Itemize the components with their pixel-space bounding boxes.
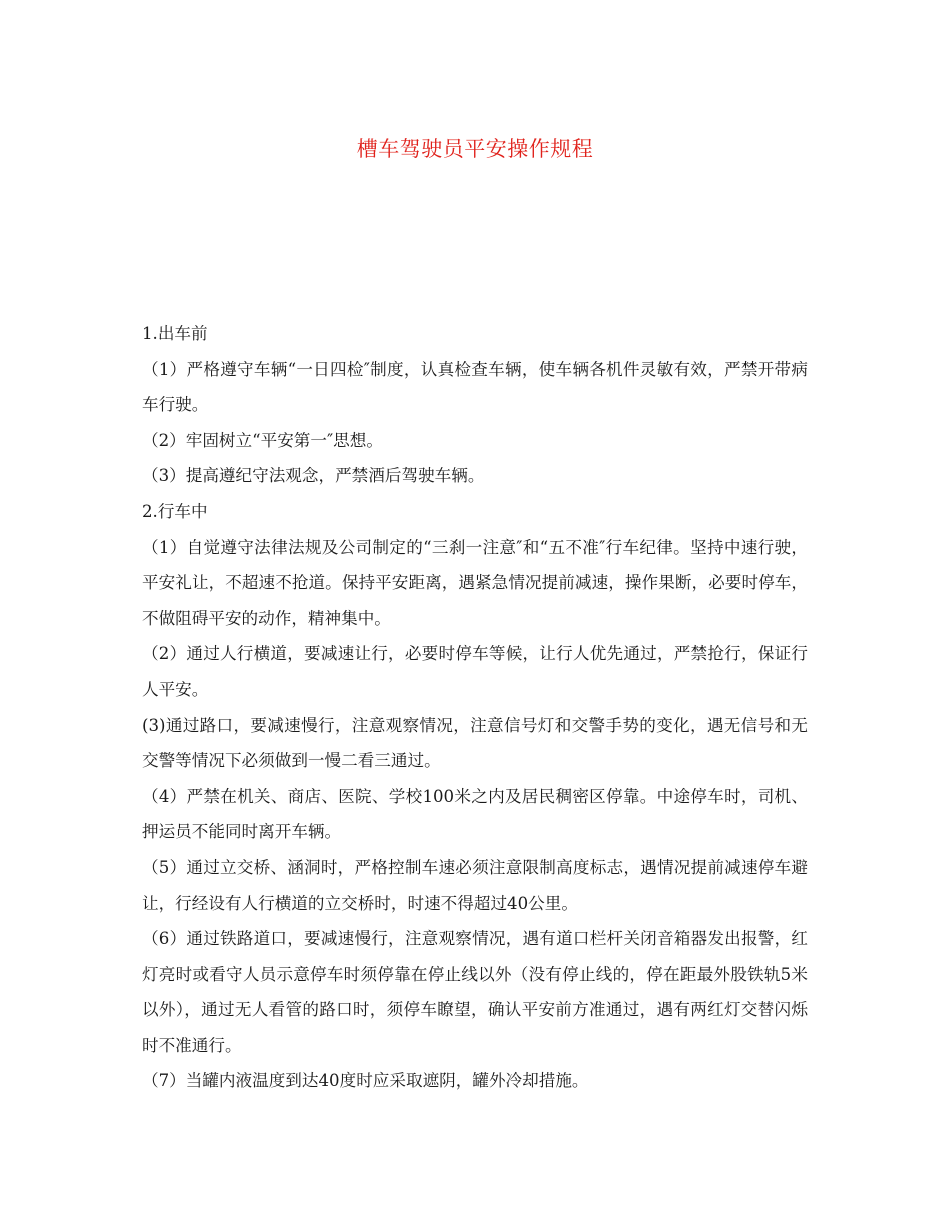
section-heading: 1.出车前 bbox=[142, 324, 208, 343]
paragraph: （2）通过人行横道，要减速让行，必要时停车等候，让行人优先通过，严禁抢行，保证行人平安。 bbox=[142, 644, 808, 699]
paragraph: （4）严禁在机关、商店、医院、学校100米之内及居民稠密区停靠。中途停车时，司机、押运员不能同时离开车辆。 bbox=[142, 786, 808, 842]
paragraph: （1）自觉遵守法律法规及公司制定的“三刹一注意″和“五不准″行车纪律。坚持中速行驶，平安礼让，不超速不抢道。保持平安距离，遇紧急情况提前减速，操作果断，必要时停车，不做阻碍平安的动作，精神集中。 bbox=[142, 537, 808, 628]
section-heading: 2.行车中 bbox=[142, 501, 208, 521]
paragraph: （7）当罐内液温度到达40度时应采取遮阴，罐外冷却措施。 bbox=[142, 1071, 589, 1091]
document-title: 槽车驾驶员平安操作规程 bbox=[356, 137, 594, 161]
paragraph: （2）牢固树立“平安第一″思想。 bbox=[142, 430, 383, 450]
paragraph: （6）通过铁路道口，要减速慢行，注意观察情况，遇有道口栏杆关闭音箱器发出报警，红灯亮时或看守人员示意停车时须停靠在停止线以外（没有停止线的，停在距最外股铁轨5米以外），通过无人看管的路口时，须停车瞭望，确认平安前方准通过，遇有两红灯交替闪烁时不准通行。 bbox=[142, 929, 808, 1055]
document-body bbox=[142, 316, 808, 1099]
paragraph: （3）提高遵纪守法观念，严禁酒后驾驶车辆。 bbox=[142, 466, 485, 486]
paragraph: （1）严格遵守车辆“一日四检″制度，认真检查车辆，使车辆各机件灵敏有效，严禁开带病车行驶。 bbox=[142, 359, 808, 415]
paragraph: （5）通过立交桥、涵洞时，严格控制车速必须注意限制高度标志，遇情况提前减速停车避让，行经设有人行横道的立交桥时，时速不得超过40公里。 bbox=[142, 857, 808, 913]
paragraph: (3)通过路口，要减速慢行，注意观察情况，注意信号灯和交警手势的变化，遇无信号和无交警等情况下必须做到一慢二看三通过。 bbox=[142, 715, 808, 771]
